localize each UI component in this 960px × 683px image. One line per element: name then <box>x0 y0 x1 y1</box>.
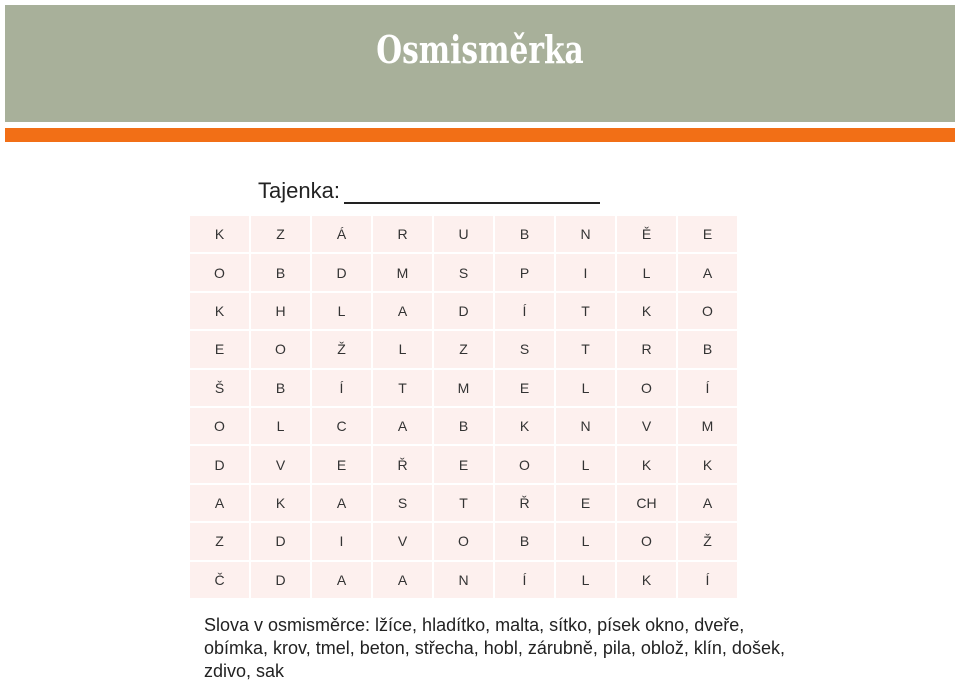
grid-cell[interactable]: K <box>617 562 676 598</box>
grid-cell[interactable]: E <box>190 331 249 367</box>
grid-cell[interactable]: K <box>251 485 310 521</box>
tajenka-answer-line[interactable] <box>344 180 600 204</box>
grid-cell[interactable]: K <box>190 293 249 329</box>
grid-cell[interactable]: D <box>312 254 371 290</box>
tajenka-label: Tajenka: <box>258 178 340 203</box>
grid-cell[interactable]: K <box>190 216 249 252</box>
tajenka-row <box>258 178 600 204</box>
grid-cell[interactable]: Í <box>312 370 371 406</box>
grid-cell[interactable]: K <box>617 446 676 482</box>
grid-cell[interactable]: B <box>495 216 554 252</box>
grid-cell[interactable]: Í <box>495 562 554 598</box>
grid-cell[interactable]: O <box>434 523 493 559</box>
grid-cell[interactable]: O <box>190 408 249 444</box>
grid-cell[interactable]: O <box>617 370 676 406</box>
grid-cell[interactable]: N <box>556 408 615 444</box>
grid-cell[interactable]: S <box>495 331 554 367</box>
grid-cell[interactable]: Ř <box>373 446 432 482</box>
grid-cell[interactable]: Í <box>495 293 554 329</box>
grid-cell[interactable]: E <box>434 446 493 482</box>
grid-cell[interactable]: K <box>495 408 554 444</box>
grid-cell[interactable]: V <box>617 408 676 444</box>
grid-cell[interactable]: L <box>556 523 615 559</box>
grid-cell[interactable]: D <box>190 446 249 482</box>
grid-cell[interactable]: O <box>251 331 310 367</box>
grid-cell[interactable]: B <box>495 523 554 559</box>
grid-cell[interactable]: Í <box>678 370 737 406</box>
grid-cell[interactable]: V <box>251 446 310 482</box>
grid-cell[interactable]: A <box>373 562 432 598</box>
grid-cell[interactable]: Á <box>312 216 371 252</box>
grid-cell[interactable]: O <box>190 254 249 290</box>
grid-cell[interactable]: N <box>556 216 615 252</box>
grid-cell[interactable]: D <box>434 293 493 329</box>
grid-cell[interactable]: M <box>373 254 432 290</box>
grid-cell[interactable]: A <box>190 485 249 521</box>
grid-cell[interactable]: A <box>678 485 737 521</box>
grid-cell[interactable]: E <box>495 370 554 406</box>
grid-cell[interactable]: P <box>495 254 554 290</box>
grid-cell[interactable]: U <box>434 216 493 252</box>
grid-cell[interactable]: L <box>556 446 615 482</box>
grid-cell[interactable]: Š <box>190 370 249 406</box>
grid-cell[interactable]: CH <box>617 485 676 521</box>
grid-cell[interactable]: Ě <box>617 216 676 252</box>
grid-cell[interactable]: O <box>678 293 737 329</box>
grid-cell[interactable]: L <box>617 254 676 290</box>
grid-cell[interactable]: I <box>556 254 615 290</box>
page-title: Osmisměrka <box>376 27 584 72</box>
grid-cell[interactable]: B <box>251 370 310 406</box>
grid-cell[interactable]: A <box>373 408 432 444</box>
grid-cell[interactable]: K <box>678 446 737 482</box>
grid-cell[interactable]: Z <box>434 331 493 367</box>
grid-cell[interactable]: A <box>312 485 371 521</box>
grid-cell[interactable]: T <box>434 485 493 521</box>
grid-cell[interactable]: H <box>251 293 310 329</box>
grid-cell[interactable]: A <box>678 254 737 290</box>
grid-cell[interactable]: L <box>556 562 615 598</box>
grid-cell[interactable]: T <box>556 331 615 367</box>
grid-cell[interactable]: S <box>373 485 432 521</box>
grid-cell[interactable]: A <box>312 562 371 598</box>
grid-cell[interactable]: D <box>251 523 310 559</box>
grid-cell[interactable]: L <box>556 370 615 406</box>
grid-cell[interactable]: I <box>312 523 371 559</box>
grid-cell[interactable]: T <box>556 293 615 329</box>
grid-cell[interactable]: Ž <box>678 523 737 559</box>
title-banner <box>5 5 955 122</box>
grid-cell[interactable]: Z <box>190 523 249 559</box>
grid-cell[interactable]: Z <box>251 216 310 252</box>
grid-cell[interactable]: C <box>312 408 371 444</box>
grid-cell[interactable]: T <box>373 370 432 406</box>
grid-cell[interactable]: D <box>251 562 310 598</box>
grid-cell[interactable]: E <box>678 216 737 252</box>
grid-cell[interactable]: R <box>373 216 432 252</box>
grid-cell[interactable]: K <box>617 293 676 329</box>
grid-cell[interactable]: E <box>556 485 615 521</box>
grid-cell[interactable]: B <box>678 331 737 367</box>
word-search-grid <box>190 216 737 598</box>
grid-cell[interactable]: N <box>434 562 493 598</box>
grid-cell[interactable]: V <box>373 523 432 559</box>
grid-cell[interactable]: O <box>495 446 554 482</box>
grid-cell[interactable]: E <box>312 446 371 482</box>
grid-cell[interactable]: Č <box>190 562 249 598</box>
grid-cell[interactable]: O <box>617 523 676 559</box>
grid-cell[interactable]: L <box>312 293 371 329</box>
grid-cell[interactable]: M <box>434 370 493 406</box>
grid-cell[interactable]: M <box>678 408 737 444</box>
grid-cell[interactable]: Í <box>678 562 737 598</box>
grid-cell[interactable]: L <box>251 408 310 444</box>
grid-cell[interactable]: B <box>251 254 310 290</box>
grid-cell[interactable]: L <box>373 331 432 367</box>
grid-cell[interactable]: A <box>373 293 432 329</box>
grid-cell[interactable]: Ř <box>495 485 554 521</box>
grid-cell[interactable]: B <box>434 408 493 444</box>
accent-bar <box>5 128 955 142</box>
word-list: Slova v osmisměrce: lžíce, hladítko, malta, sítko, písek okno, dveře, obímka, krov, tmel, beton, střecha, hobl, zárubně, pila, oblož, klín, došek, zdivo, sak <box>204 615 785 681</box>
grid-cell[interactable]: R <box>617 331 676 367</box>
grid-cell[interactable]: S <box>434 254 493 290</box>
grid-cell[interactable]: Ž <box>312 331 371 367</box>
